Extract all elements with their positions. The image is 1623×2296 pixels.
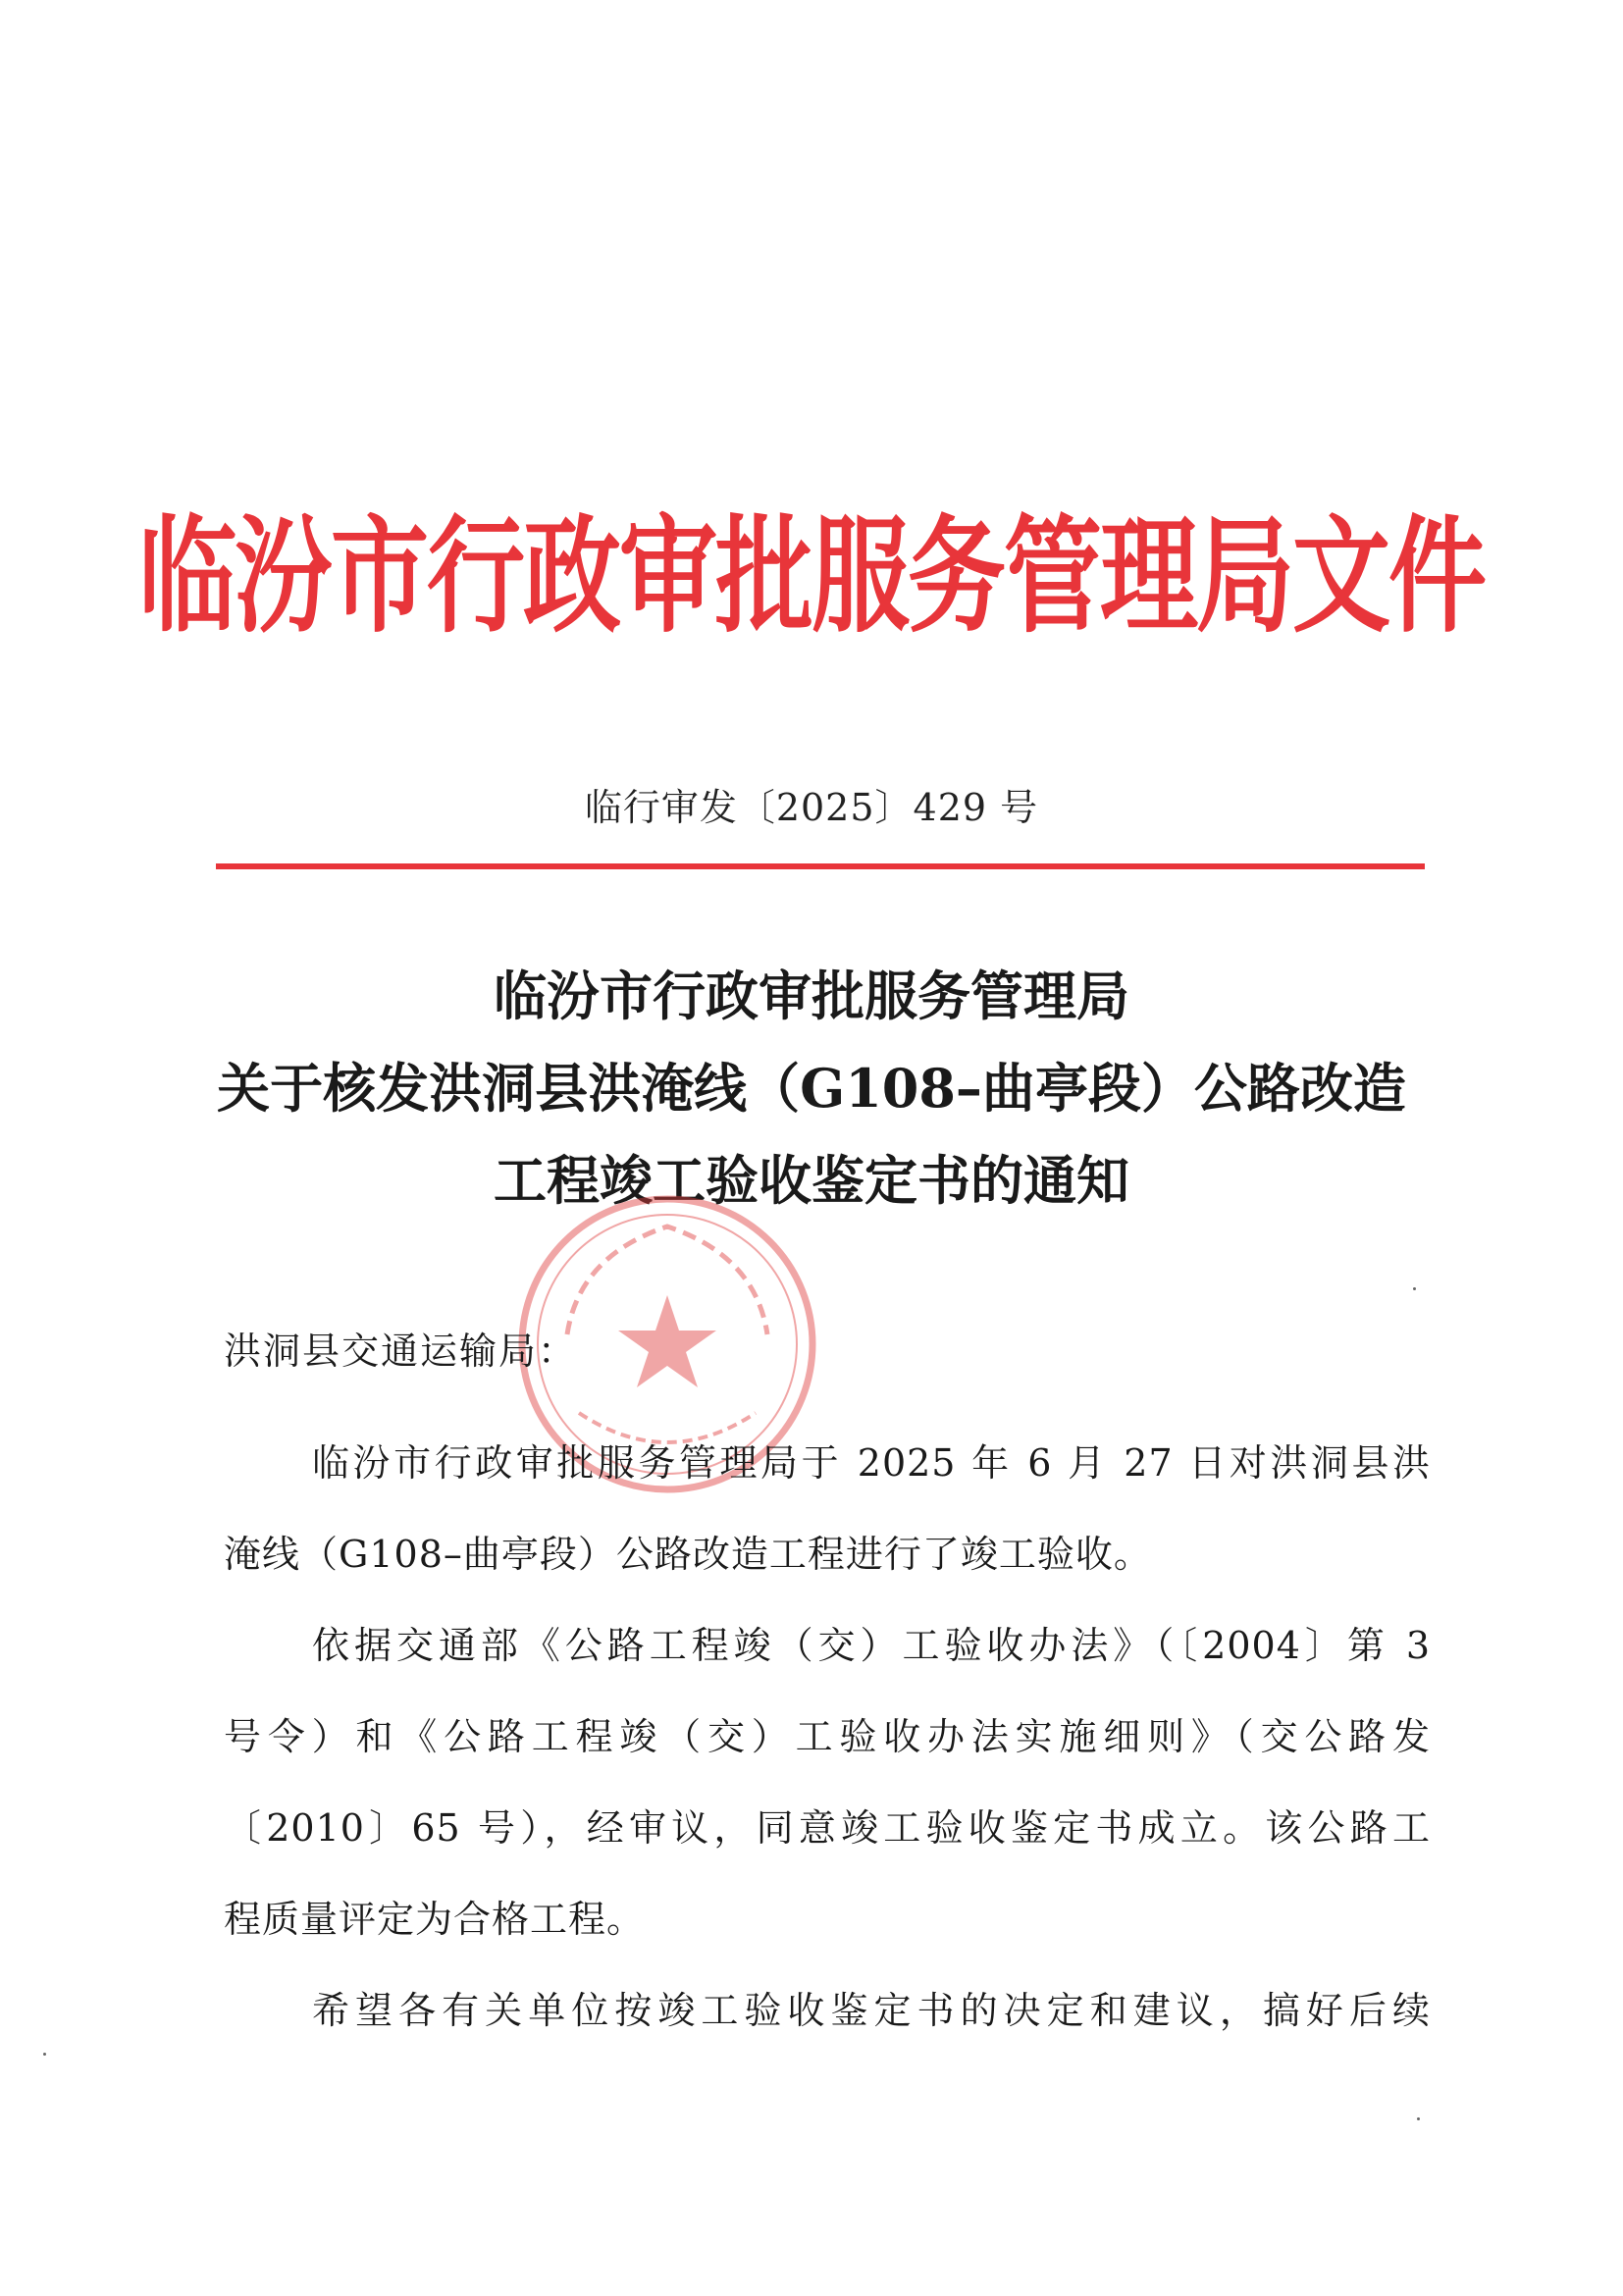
title-line-1: 临汾市行政审批服务管理局 bbox=[494, 965, 1129, 1027]
body-line: 程质量评定为合格工程。 bbox=[224, 1898, 646, 1941]
body-line: 号令）和《公路工程竣（交）工验收办法实施细则》（交公路发 bbox=[224, 1715, 1431, 1758]
scan-speck bbox=[1413, 1287, 1416, 1290]
addressee: 洪洞县交通运输局： bbox=[224, 1330, 578, 1373]
body-line: 〔2010〕65 号），经审议，同意竣工验收鉴定书成立。该公路工 bbox=[224, 1806, 1431, 1850]
red-divider-line bbox=[216, 863, 1425, 869]
body-line: 依据交通部《公路工程竣（交）工验收办法》（〔2004〕第 3 bbox=[312, 1624, 1431, 1667]
title-line-2: 关于核发洪洞县洪淹线（G108–曲亭段）公路改造 bbox=[217, 1057, 1406, 1120]
notice-body bbox=[224, 1418, 1431, 2057]
title-line-3: 工程竣工验收鉴定书的通知 bbox=[494, 1149, 1129, 1212]
body-line: 淹线（G108–曲亭段）公路改造工程进行了竣工验收。 bbox=[224, 1533, 1152, 1576]
notice-title bbox=[196, 950, 1427, 1226]
document-number: 临行审发〔2025〕429 号 bbox=[584, 786, 1039, 829]
body-line: 临汾市行政审批服务管理局于 2025 年 6 月 27 日对洪洞县洪 bbox=[312, 1441, 1431, 1485]
body-line: 希望各有关单位按竣工验收鉴定书的决定和建议，搞好后续 bbox=[312, 1989, 1431, 2032]
masthead-title: 临汾市行政审批服务管理局文件 bbox=[138, 502, 1485, 651]
scan-speck bbox=[43, 2053, 46, 2056]
scan-speck bbox=[1417, 2117, 1420, 2120]
